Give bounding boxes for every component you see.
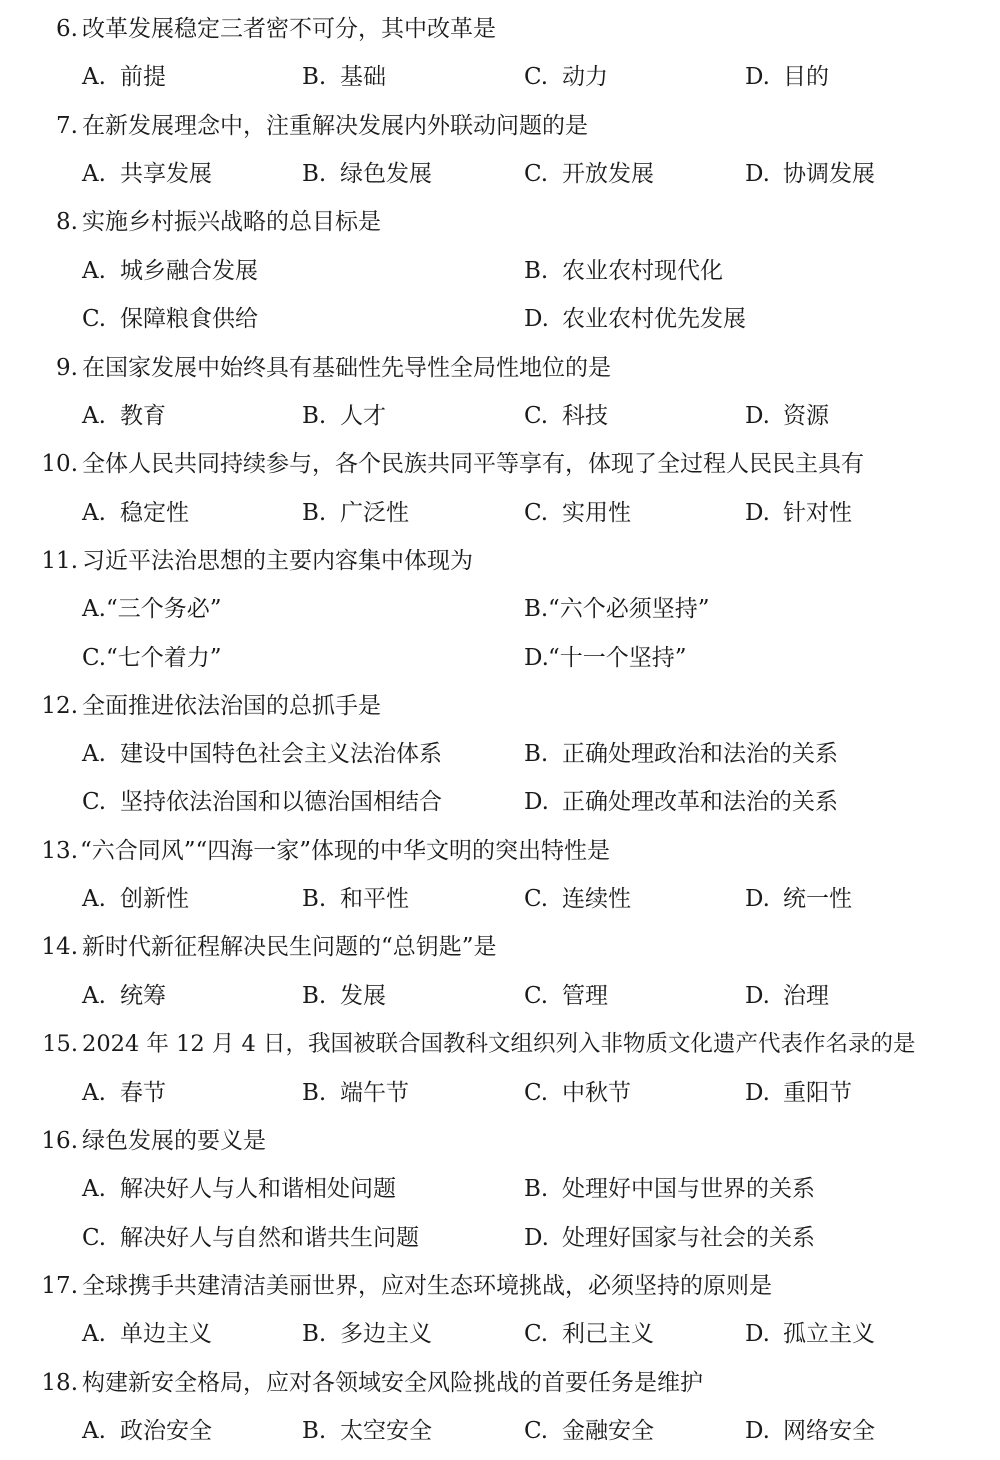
question-text: 全面推进依法治国的总抓手是 bbox=[82, 693, 381, 719]
option-b[interactable]: B. 农业农村现代化 bbox=[524, 258, 723, 284]
option-d[interactable]: D. 重阳节 bbox=[745, 1080, 852, 1106]
option-c[interactable]: C. 连续性 bbox=[524, 886, 631, 912]
question-text: 新时代新征程解决民生问题的“总钥匙”是 bbox=[82, 934, 497, 960]
question-number: 9. bbox=[56, 355, 78, 381]
option-d[interactable]: D. 处理好国家与社会的关系 bbox=[524, 1225, 815, 1251]
question-text: 绿色发展的要义是 bbox=[82, 1128, 266, 1154]
option-a[interactable]: A. 统筹 bbox=[82, 983, 166, 1009]
question-text: 习近平法治思想的主要内容集中体现为 bbox=[82, 548, 473, 574]
option-a[interactable]: A. 解决好人与人和谐相处问题 bbox=[82, 1176, 396, 1202]
question-number: 12. bbox=[41, 693, 78, 719]
option-c[interactable]: C.“七个着力” bbox=[82, 645, 222, 671]
option-c[interactable]: C. 动力 bbox=[524, 64, 608, 90]
question-text: 在国家发展中始终具有基础性先导性全局性地位的是 bbox=[82, 355, 611, 381]
option-b[interactable]: B. 端午节 bbox=[302, 1080, 409, 1106]
option-a[interactable]: A. 建设中国特色社会主义法治体系 bbox=[82, 741, 442, 767]
option-c[interactable]: C. 坚持依法治国和以德治国相结合 bbox=[82, 789, 442, 815]
option-c[interactable]: C. 中秋节 bbox=[524, 1080, 631, 1106]
option-a[interactable]: A. 城乡融合发展 bbox=[82, 258, 258, 284]
question-number: 14. bbox=[41, 934, 78, 960]
option-c[interactable]: C. 科技 bbox=[524, 403, 608, 429]
option-a[interactable]: A. 春节 bbox=[82, 1080, 166, 1106]
option-d[interactable]: D. 针对性 bbox=[745, 500, 852, 526]
question-number: 10. bbox=[41, 451, 78, 477]
option-d[interactable]: D. 孤立主义 bbox=[745, 1321, 875, 1347]
option-d[interactable]: D. 资源 bbox=[745, 403, 829, 429]
question-number: 7. bbox=[56, 113, 78, 139]
option-a[interactable]: A.“三个务必” bbox=[82, 596, 222, 622]
option-d[interactable]: D.“十一个坚持” bbox=[524, 645, 687, 671]
question-number: 15. bbox=[42, 1031, 78, 1057]
question-number: 17. bbox=[41, 1273, 78, 1299]
question-text: 全球携手共建清洁美丽世界，应对生态环境挑战，必须坚持的原则是 bbox=[82, 1273, 772, 1299]
option-a[interactable]: A. 共享发展 bbox=[82, 161, 212, 187]
option-a[interactable]: A. 前提 bbox=[82, 64, 166, 90]
option-c[interactable]: C. 金融安全 bbox=[524, 1418, 654, 1444]
option-b[interactable]: B. 多边主义 bbox=[302, 1321, 432, 1347]
option-b[interactable]: B.“六个必须坚持” bbox=[524, 596, 710, 622]
option-c[interactable]: C. 解决好人与自然和谐共生问题 bbox=[82, 1225, 419, 1251]
option-c[interactable]: C. 利己主义 bbox=[524, 1321, 654, 1347]
option-b[interactable]: B. 和平性 bbox=[302, 886, 409, 912]
option-b[interactable]: B. 基础 bbox=[302, 64, 386, 90]
option-a[interactable]: A. 单边主义 bbox=[82, 1321, 212, 1347]
question-number: 8. bbox=[56, 209, 78, 235]
question-text: 在新发展理念中，注重解决发展内外联动问题的是 bbox=[82, 113, 588, 139]
question-text: “六合同风”“四海一家”体现的中华文明的突出特性是 bbox=[80, 838, 611, 864]
option-c[interactable]: C. 实用性 bbox=[524, 500, 631, 526]
option-b[interactable]: B. 太空安全 bbox=[302, 1418, 432, 1444]
question-number: 16. bbox=[41, 1128, 78, 1154]
option-a[interactable]: A. 教育 bbox=[82, 403, 166, 429]
option-a[interactable]: A. 稳定性 bbox=[82, 500, 189, 526]
option-d[interactable]: D. 农业农村优先发展 bbox=[524, 306, 746, 332]
option-c[interactable]: C. 管理 bbox=[524, 983, 608, 1009]
option-b[interactable]: B. 发展 bbox=[302, 983, 386, 1009]
question-number: 13. bbox=[41, 838, 78, 864]
option-d[interactable]: D. 网络安全 bbox=[745, 1418, 875, 1444]
option-d[interactable]: D. 正确处理改革和法治的关系 bbox=[524, 789, 838, 815]
option-b[interactable]: B. 人才 bbox=[302, 403, 386, 429]
option-d[interactable]: D. 协调发展 bbox=[745, 161, 875, 187]
option-c[interactable]: C. 开放发展 bbox=[524, 161, 654, 187]
question-text: 全体人民共同持续参与，各个民族共同平等享有，体现了全过程人民民主具有 bbox=[82, 451, 864, 477]
question-text: 改革发展稳定三者密不可分，其中改革是 bbox=[82, 16, 496, 42]
option-b[interactable]: B. 广泛性 bbox=[302, 500, 409, 526]
option-b[interactable]: B. 绿色发展 bbox=[302, 161, 432, 187]
question-text: 实施乡村振兴战略的总目标是 bbox=[82, 209, 381, 235]
option-d[interactable]: D. 治理 bbox=[745, 983, 829, 1009]
question-number: 11. bbox=[41, 548, 78, 574]
question-number: 18. bbox=[41, 1370, 78, 1396]
question-text: 2024 年 12 月 4 日，我国被联合国教科文组织列入非物质文化遗产代表作名录的是 bbox=[82, 1031, 916, 1057]
option-a[interactable]: A. 政治安全 bbox=[82, 1418, 212, 1444]
question-number: 6. bbox=[56, 16, 78, 42]
option-b[interactable]: B. 处理好中国与世界的关系 bbox=[524, 1176, 815, 1202]
option-d[interactable]: D. 目的 bbox=[745, 64, 829, 90]
option-a[interactable]: A. 创新性 bbox=[82, 886, 189, 912]
option-d[interactable]: D. 统一性 bbox=[745, 886, 852, 912]
question-text: 构建新安全格局，应对各领域安全风险挑战的首要任务是维护 bbox=[82, 1370, 703, 1396]
option-b[interactable]: B. 正确处理政治和法治的关系 bbox=[524, 741, 838, 767]
option-c[interactable]: C. 保障粮食供给 bbox=[82, 306, 258, 332]
